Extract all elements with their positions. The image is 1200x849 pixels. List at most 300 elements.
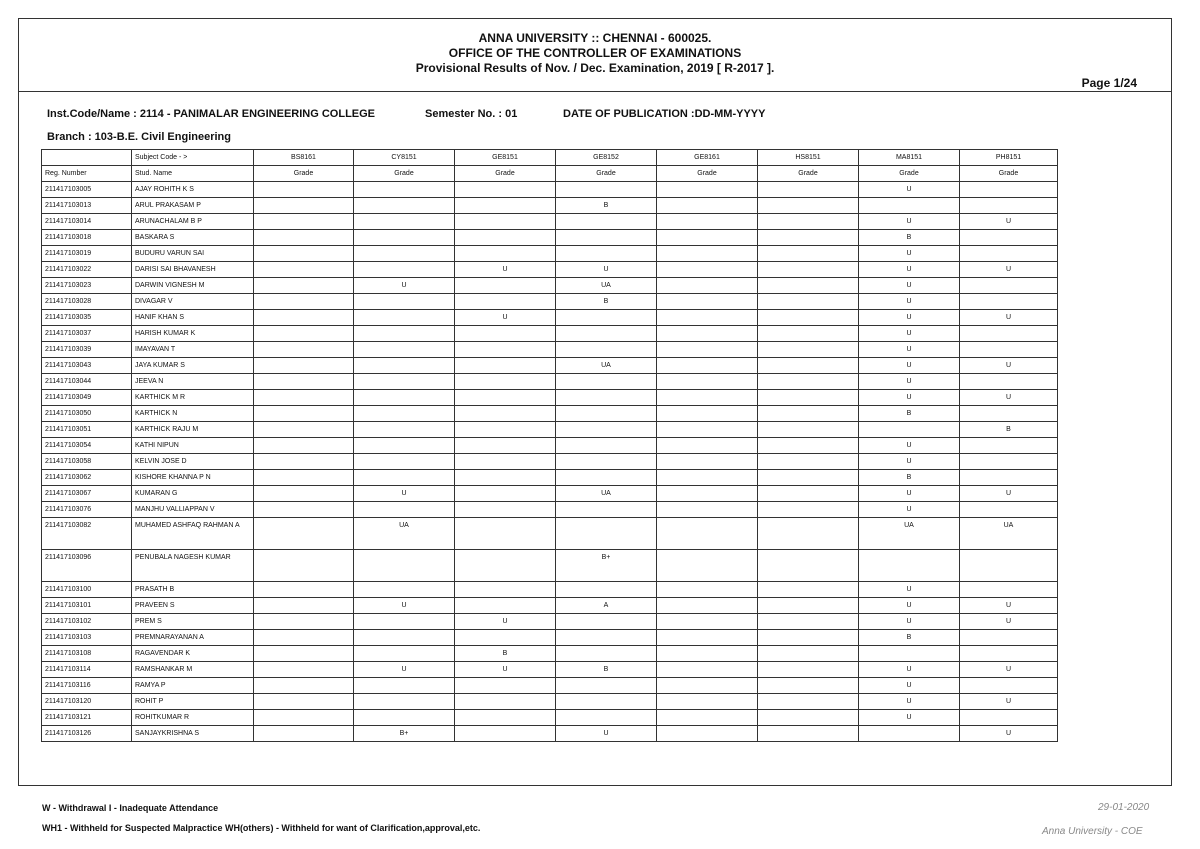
grade-cell: U: [455, 262, 556, 278]
grade-cell: U: [859, 486, 960, 502]
grade-cell: [657, 694, 758, 710]
reg-number: 211417103019: [42, 246, 132, 262]
grade-cell: B: [455, 646, 556, 662]
grade-cell: [960, 374, 1058, 390]
table-row: [42, 678, 1058, 694]
grade-cell: UA: [960, 518, 1058, 550]
reg-number: 211417103028: [42, 294, 132, 310]
grade-cell: [354, 262, 455, 278]
grade-cell: [254, 646, 354, 662]
grade-cell: [657, 374, 758, 390]
grade-cell: [657, 662, 758, 678]
grade-cell: [254, 390, 354, 406]
student-name: RAMSHANKAR M: [132, 662, 254, 678]
grade-cell: U: [859, 310, 960, 326]
grade-cell: [758, 726, 859, 742]
table-row: [42, 726, 1058, 742]
reg-number: 211417103039: [42, 342, 132, 358]
grade-cell: [657, 454, 758, 470]
grade-cell: [859, 550, 960, 582]
grade-cell: [758, 486, 859, 502]
reg-number: 211417103013: [42, 198, 132, 214]
grade-cell: [254, 182, 354, 198]
grade-cell: [960, 326, 1058, 342]
grade-cell: [354, 630, 455, 646]
grade-cell: [354, 358, 455, 374]
reg-number: 211417103100: [42, 582, 132, 598]
grade-cell: [758, 454, 859, 470]
grade-cell: [657, 406, 758, 422]
reg-number-header: Reg. Number: [42, 166, 132, 182]
grade-cell: [960, 710, 1058, 726]
reg-number: 211417103062: [42, 470, 132, 486]
grade-cell: B: [556, 294, 657, 310]
grade-header: Grade: [758, 166, 859, 182]
grade-cell: U: [859, 438, 960, 454]
table-row: [42, 598, 1058, 614]
table-row: [42, 710, 1058, 726]
grade-cell: [455, 502, 556, 518]
grade-cell: [556, 582, 657, 598]
grade-cell: [354, 614, 455, 630]
table-row: [42, 374, 1058, 390]
grade-cell: [758, 630, 859, 646]
student-name: MUHAMED ASHFAQ RAHMAN A: [132, 518, 254, 550]
grade-cell: [354, 646, 455, 662]
grade-header: Grade: [354, 166, 455, 182]
grade-cell: [657, 550, 758, 582]
grade-cell: [354, 502, 455, 518]
table-row: [42, 550, 1058, 582]
grade-cell: [758, 678, 859, 694]
student-name: IMAYAVAN T: [132, 342, 254, 358]
student-name: PRASATH B: [132, 582, 254, 598]
grade-cell: [657, 470, 758, 486]
grade-cell: U: [859, 326, 960, 342]
grade-cell: [556, 406, 657, 422]
grade-cell: U: [859, 358, 960, 374]
grade-cell: U: [960, 694, 1058, 710]
grade-cell: [556, 454, 657, 470]
reg-number: 211417103005: [42, 182, 132, 198]
grade-cell: [455, 438, 556, 454]
grade-cell: [455, 406, 556, 422]
grade-cell: U: [960, 214, 1058, 230]
student-name: KARTHICK M R: [132, 390, 254, 406]
table-row: [42, 182, 1058, 198]
print-date: 29-01-2020: [1098, 802, 1150, 813]
grade-cell: [254, 214, 354, 230]
grade-cell: B: [859, 630, 960, 646]
grade-cell: [556, 230, 657, 246]
grade-cell: [657, 358, 758, 374]
subject-code-header: BS8161: [254, 150, 354, 166]
grade-cell: [354, 438, 455, 454]
document-header: [19, 31, 1171, 76]
grade-cell: U: [859, 374, 960, 390]
grade-cell: A: [556, 598, 657, 614]
student-name: JEEVA N: [132, 374, 254, 390]
grade-cell: B: [556, 662, 657, 678]
grade-cell: [758, 406, 859, 422]
grade-cell: [758, 390, 859, 406]
grade-cell: [657, 230, 758, 246]
grade-cell: [758, 230, 859, 246]
grade-cell: U: [859, 342, 960, 358]
reg-number: 211417103076: [42, 502, 132, 518]
grade-cell: [455, 326, 556, 342]
reg-number: 211417103044: [42, 374, 132, 390]
grade-cell: [254, 518, 354, 550]
grade-cell: [254, 230, 354, 246]
grade-cell: [556, 438, 657, 454]
grade-cell: [354, 710, 455, 726]
page-number: Page 1/24: [1081, 76, 1137, 90]
grade-cell: U: [859, 214, 960, 230]
grade-cell: [354, 214, 455, 230]
exam-title: Provisional Results of Nov. / Dec. Examination, 2019 [ R-2017 ].: [415, 61, 775, 75]
grade-cell: [455, 454, 556, 470]
coe-signature: Anna University - COE: [1042, 826, 1143, 837]
grade-cell: [354, 342, 455, 358]
table-row: [42, 214, 1058, 230]
student-name: BUDURU VARUN SAI: [132, 246, 254, 262]
grade-cell: [960, 470, 1058, 486]
publication-date: DATE OF PUBLICATION :DD-MM-YYYY: [563, 108, 766, 120]
grade-cell: [254, 614, 354, 630]
grade-cell: [455, 598, 556, 614]
grade-cell: [657, 582, 758, 598]
grade-cell: [859, 198, 960, 214]
grade-cell: [254, 486, 354, 502]
grade-cell: [354, 454, 455, 470]
grade-cell: [960, 230, 1058, 246]
grade-cell: [960, 406, 1058, 422]
grade-cell: [657, 630, 758, 646]
grade-cell: [254, 502, 354, 518]
grade-cell: U: [354, 486, 455, 502]
table-row: [42, 326, 1058, 342]
grade-cell: U: [859, 278, 960, 294]
grade-cell: [455, 182, 556, 198]
grade-cell: [657, 502, 758, 518]
grade-cell: [758, 598, 859, 614]
grade-cell: [455, 518, 556, 550]
grade-cell: [556, 694, 657, 710]
grade-cell: B: [859, 230, 960, 246]
grade-cell: [657, 198, 758, 214]
grade-cell: [354, 374, 455, 390]
grade-cell: [455, 582, 556, 598]
grade-cell: U: [960, 662, 1058, 678]
grade-cell: [758, 710, 859, 726]
student-name: DARISI SAI BHAVANESH: [132, 262, 254, 278]
grade-cell: U: [960, 310, 1058, 326]
grade-cell: [455, 678, 556, 694]
table-row: [42, 518, 1058, 550]
reg-number: 211417103126: [42, 726, 132, 742]
subject-code-header: CY8151: [354, 150, 455, 166]
grade-cell: [455, 198, 556, 214]
grade-cell: [254, 294, 354, 310]
grade-cell: U: [859, 390, 960, 406]
grade-cell: [556, 518, 657, 550]
student-name: KARTHICK N: [132, 406, 254, 422]
grade-cell: [354, 198, 455, 214]
grade-cell: [657, 518, 758, 550]
grade-cell: [657, 614, 758, 630]
grade-cell: [657, 646, 758, 662]
grade-cell: [556, 310, 657, 326]
grade-cell: U: [960, 598, 1058, 614]
grade-cell: [758, 214, 859, 230]
grade-cell: [354, 422, 455, 438]
grade-cell: [354, 470, 455, 486]
grade-cell: [254, 470, 354, 486]
grade-cell: [657, 294, 758, 310]
grade-cell: U: [859, 262, 960, 278]
grade-cell: B+: [354, 726, 455, 742]
grade-cell: [758, 502, 859, 518]
reg-number: 211417103018: [42, 230, 132, 246]
table-row: [42, 614, 1058, 630]
grade-cell: [960, 502, 1058, 518]
grade-cell: [758, 694, 859, 710]
grade-cell: [556, 326, 657, 342]
grade-cell: [758, 310, 859, 326]
grade-cell: [254, 726, 354, 742]
grade-cell: U: [455, 310, 556, 326]
table-row: [42, 198, 1058, 214]
grade-cell: [758, 358, 859, 374]
grade-cell: U: [859, 710, 960, 726]
grade-cell: [960, 582, 1058, 598]
subject-code-header: MA8151: [859, 150, 960, 166]
grade-cell: [254, 358, 354, 374]
grade-cell: [758, 614, 859, 630]
grade-cell: [455, 710, 556, 726]
grade-cell: [556, 470, 657, 486]
table-row: [42, 454, 1058, 470]
grade-cell: [960, 630, 1058, 646]
grade-cell: [455, 230, 556, 246]
grade-cell: [254, 630, 354, 646]
grade-cell: [556, 182, 657, 198]
grade-cell: B: [859, 406, 960, 422]
grade-cell: [455, 342, 556, 358]
table-row: [42, 582, 1058, 598]
grade-cell: B: [859, 470, 960, 486]
reg-number: 211417103067: [42, 486, 132, 502]
result-sheet: [18, 18, 1172, 786]
student-name: ROHITKUMAR R: [132, 710, 254, 726]
grade-cell: [354, 326, 455, 342]
grade-cell: [556, 342, 657, 358]
grade-cell: U: [455, 662, 556, 678]
grade-cell: [254, 454, 354, 470]
student-name: HARISH KUMAR K: [132, 326, 254, 342]
grade-cell: [354, 230, 455, 246]
subject-code-row: [42, 150, 1058, 166]
grade-cell: [657, 678, 758, 694]
legend-withdrawal: W - Withdrawal I - Inadequate Attendance: [42, 803, 219, 813]
table-row: [42, 470, 1058, 486]
grade-cell: [254, 598, 354, 614]
table-row: [42, 662, 1058, 678]
grade-cell: [354, 550, 455, 582]
reg-number: 211417103116: [42, 678, 132, 694]
reg-number: 211417103023: [42, 278, 132, 294]
reg-number: 211417103050: [42, 406, 132, 422]
student-name: BASKARA S: [132, 230, 254, 246]
grade-header: Grade: [254, 166, 354, 182]
grade-cell: [354, 390, 455, 406]
table-row: [42, 342, 1058, 358]
student-name: RAMYA P: [132, 678, 254, 694]
grade-cell: U: [960, 390, 1058, 406]
grade-cell: [455, 550, 556, 582]
grade-cell: U: [960, 358, 1058, 374]
subject-code-header: HS8151: [758, 150, 859, 166]
grade-cell: [354, 310, 455, 326]
grade-cell: [960, 550, 1058, 582]
grade-cell: [960, 294, 1058, 310]
column-label-row: [42, 166, 1058, 182]
grade-cell: [859, 646, 960, 662]
grade-cell: [455, 374, 556, 390]
table-row: [42, 502, 1058, 518]
reg-number: 211417103102: [42, 614, 132, 630]
student-name: PENUBALA NAGESH KUMAR: [132, 550, 254, 582]
grade-cell: [960, 342, 1058, 358]
grade-cell: UA: [556, 278, 657, 294]
table-row: [42, 630, 1058, 646]
student-name: ARUL PRAKASAM P: [132, 198, 254, 214]
grade-cell: [657, 598, 758, 614]
grade-cell: [758, 246, 859, 262]
grade-cell: B: [556, 198, 657, 214]
grade-header: Grade: [657, 166, 758, 182]
grade-cell: [657, 438, 758, 454]
blank-cell: [42, 150, 132, 166]
reg-number: 211417103114: [42, 662, 132, 678]
student-name: DARWIN VIGNESH M: [132, 278, 254, 294]
grade-cell: [556, 246, 657, 262]
student-name: MANJHU VALLIAPPAN V: [132, 502, 254, 518]
student-name: DIVAGAR V: [132, 294, 254, 310]
reg-number: 211417103121: [42, 710, 132, 726]
table-row: [42, 486, 1058, 502]
grade-cell: [254, 310, 354, 326]
grade-cell: [455, 486, 556, 502]
grade-cell: U: [859, 694, 960, 710]
reg-number: 211417103096: [42, 550, 132, 582]
grade-cell: [556, 502, 657, 518]
grade-cell: [556, 374, 657, 390]
reg-number: 211417103103: [42, 630, 132, 646]
reg-number: 211417103022: [42, 262, 132, 278]
branch-name: Branch : 103-B.E. Civil Engineering: [47, 131, 231, 143]
grade-cell: UA: [556, 358, 657, 374]
grade-cell: [254, 438, 354, 454]
grade-cell: [556, 630, 657, 646]
grade-cell: UA: [556, 486, 657, 502]
grade-cell: [758, 342, 859, 358]
grade-cell: [455, 390, 556, 406]
reg-number: 211417103051: [42, 422, 132, 438]
grade-cell: [960, 646, 1058, 662]
grade-cell: [657, 262, 758, 278]
student-name: KELVIN JOSE D: [132, 454, 254, 470]
grade-cell: [455, 246, 556, 262]
grade-cell: [758, 662, 859, 678]
student-name: SANJAYKRISHNA S: [132, 726, 254, 742]
grade-cell: U: [455, 614, 556, 630]
grade-cell: U: [354, 598, 455, 614]
grade-cell: [556, 614, 657, 630]
university-title: ANNA UNIVERSITY :: CHENNAI - 600025.: [478, 31, 712, 45]
institution-name: Inst.Code/Name : 2114 - PANIMALAR ENGINEERING COLLEGE: [47, 108, 376, 120]
grade-cell: [455, 726, 556, 742]
grade-cell: [859, 726, 960, 742]
student-name: ARUNACHALAM B P: [132, 214, 254, 230]
grade-cell: [657, 486, 758, 502]
grade-cell: [758, 278, 859, 294]
grade-cell: U: [859, 454, 960, 470]
subject-code-header: GE8152: [556, 150, 657, 166]
grade-cell: [354, 294, 455, 310]
reg-number: 211417103054: [42, 438, 132, 454]
grade-cell: [254, 582, 354, 598]
grade-cell: U: [859, 662, 960, 678]
grade-cell: U: [859, 502, 960, 518]
grade-header: Grade: [960, 166, 1058, 182]
results-table: [41, 149, 1058, 742]
grade-cell: [254, 694, 354, 710]
grade-cell: U: [556, 262, 657, 278]
table-row: [42, 278, 1058, 294]
table-row: [42, 422, 1058, 438]
grade-cell: [455, 694, 556, 710]
grade-cell: [657, 326, 758, 342]
grade-cell: [455, 358, 556, 374]
grade-cell: [455, 630, 556, 646]
grade-cell: [254, 326, 354, 342]
grade-cell: [960, 182, 1058, 198]
grade-cell: [960, 278, 1058, 294]
grade-cell: U: [859, 614, 960, 630]
grade-cell: [254, 662, 354, 678]
grade-cell: [758, 198, 859, 214]
grade-cell: [657, 214, 758, 230]
grade-cell: [455, 278, 556, 294]
grade-cell: [254, 374, 354, 390]
student-name: PRAVEEN S: [132, 598, 254, 614]
grade-cell: [657, 726, 758, 742]
grade-cell: U: [859, 246, 960, 262]
grade-cell: [960, 246, 1058, 262]
grade-cell: [254, 278, 354, 294]
grade-cell: B: [960, 422, 1058, 438]
grade-header: Grade: [556, 166, 657, 182]
grade-cell: [254, 198, 354, 214]
student-name: KISHORE KHANNA P N: [132, 470, 254, 486]
grade-cell: [960, 438, 1058, 454]
grade-cell: [657, 342, 758, 358]
student-name: PREM S: [132, 614, 254, 630]
student-name: HANIF KHAN S: [132, 310, 254, 326]
grade-cell: [758, 294, 859, 310]
